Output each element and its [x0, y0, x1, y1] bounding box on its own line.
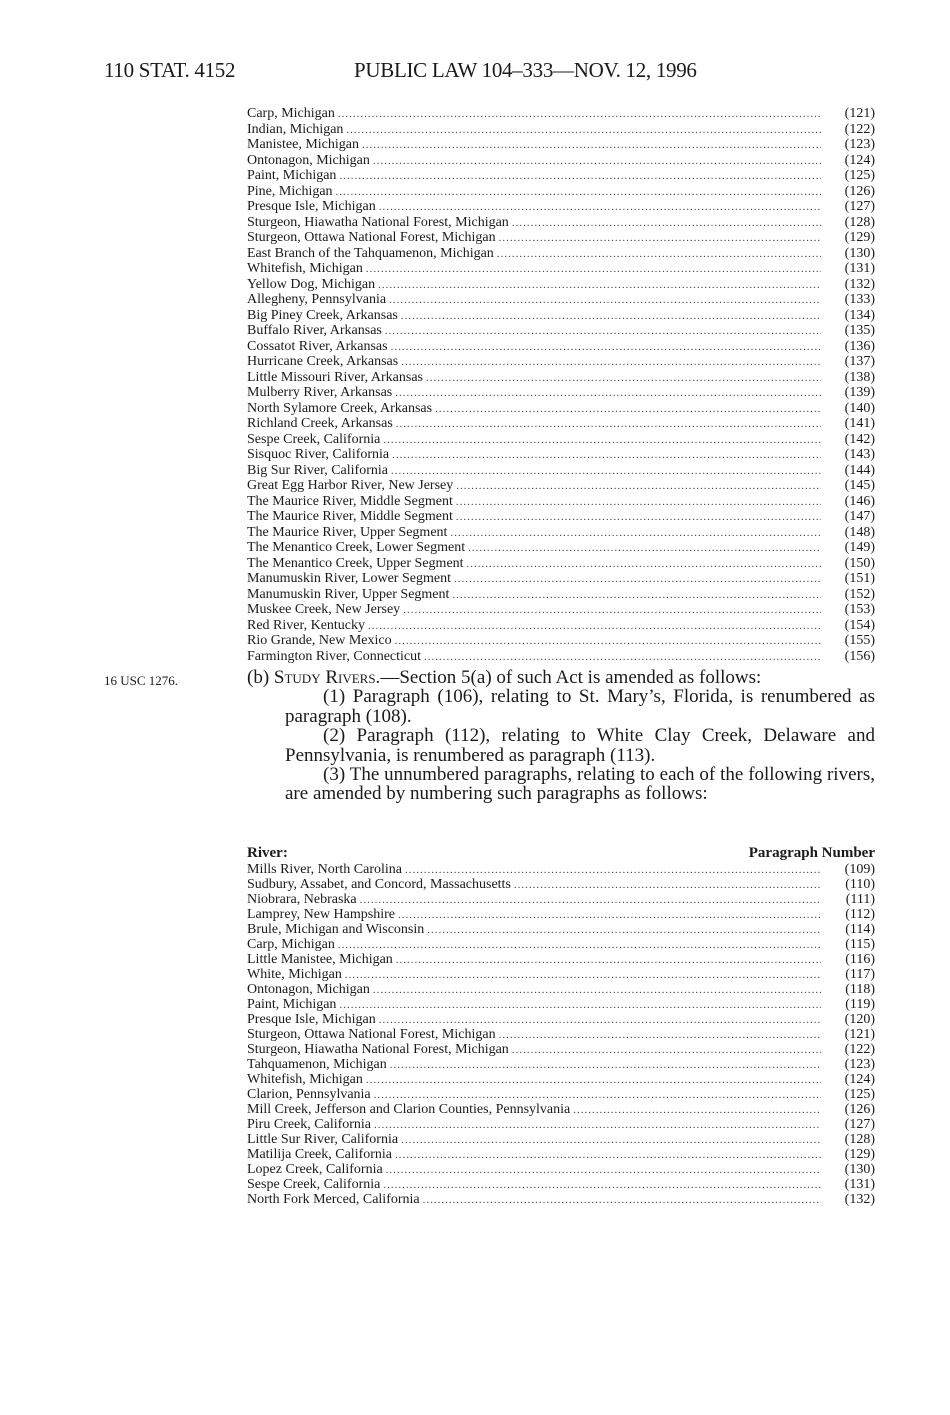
dot-leader — [426, 371, 821, 387]
dot-leader — [368, 619, 821, 635]
paragraph-number: (124) — [844, 1072, 875, 1087]
dot-leader — [362, 138, 821, 154]
dot-leader — [389, 293, 821, 309]
list-item — [247, 215, 875, 231]
dot-leader — [360, 893, 821, 908]
dot-leader — [391, 340, 821, 356]
paragraph-number: (134) — [844, 307, 875, 323]
paragraph-number: (132) — [844, 276, 875, 292]
river-name: Presque Isle, Michigan — [247, 199, 376, 214]
section-label: (b) — [247, 667, 274, 688]
dot-leader — [336, 185, 821, 201]
paragraph-number: (150) — [844, 555, 875, 571]
dot-leader — [396, 417, 821, 433]
river-name: Hurricane Creek, Arkansas — [247, 354, 399, 369]
river-name: Richland Creek, Arkansas — [247, 416, 393, 431]
river-name: Piru Creek, California — [247, 1117, 372, 1132]
list-item — [247, 416, 875, 432]
dot-leader — [467, 557, 821, 573]
dot-leader — [427, 923, 821, 938]
paragraph-number: (154) — [844, 617, 875, 633]
paragraph-number: (127) — [844, 199, 875, 214]
section-b — [247, 668, 875, 804]
list-item — [247, 168, 875, 184]
list-item — [247, 509, 875, 525]
paragraph-number: (146) — [844, 493, 875, 509]
list-item — [247, 862, 875, 877]
paragraph-number: (130) — [844, 1162, 875, 1177]
dot-leader — [392, 448, 821, 464]
dot-leader — [401, 355, 821, 371]
dot-leader — [390, 1058, 821, 1073]
river-name: Sturgeon, Hiawatha National Forest, Michigan — [247, 214, 509, 230]
paragraph-3: (3) The unnumbered paragraphs, relating to each of the following rivers, are amended by numbering such paragraphs as follows: — [285, 764, 875, 805]
list-item — [247, 323, 875, 339]
river-name: Carp, Michigan — [247, 106, 335, 121]
river-name: Mill Creek, Jefferson and Clarion Counties, Pennsylvania — [247, 1102, 571, 1117]
river-name: Manumuskin River, Upper Segment — [247, 586, 450, 602]
dot-leader — [386, 1163, 821, 1178]
paragraph-number: (139) — [844, 385, 875, 400]
dot-leader — [338, 107, 821, 123]
dot-leader — [573, 1103, 821, 1118]
river-name: Little Missouri River, Arkansas — [247, 369, 423, 385]
list-item — [247, 463, 875, 479]
river-name: Paint, Michigan — [247, 997, 337, 1012]
list-item — [247, 997, 875, 1012]
paragraph-number: (118) — [845, 982, 875, 997]
paragraph-number: (114) — [845, 922, 875, 937]
paragraph-2: (2) Paragraph (112), relating to White Clay Creek, Delaware and Pennsylvania, is renumbered as paragraph (113). — [285, 725, 875, 766]
river-name: Rio Grande, New Mexico — [247, 633, 392, 648]
list-item — [247, 922, 875, 937]
list-item — [247, 877, 875, 892]
dot-leader — [454, 572, 821, 588]
list-item — [247, 261, 875, 277]
margin-citation: 16 USC 1276. — [104, 673, 179, 688]
paragraph-number: (133) — [844, 292, 875, 307]
paragraph-number: (141) — [844, 416, 875, 431]
list-item — [247, 967, 875, 982]
dot-leader — [456, 479, 821, 495]
dot-leader — [373, 983, 821, 998]
paragraph-number: (142) — [844, 431, 875, 447]
paragraph-number: (122) — [844, 1042, 875, 1057]
running-title: PUBLIC LAW 104–333—NOV. 12, 1996 — [354, 58, 697, 82]
river-name: Brule, Michigan and Wisconsin — [247, 922, 425, 937]
river-name: Allegheny, Pennsylvania — [247, 292, 387, 307]
paragraph-number: (123) — [844, 1057, 875, 1072]
dot-leader — [468, 541, 821, 557]
dot-leader — [514, 878, 821, 893]
list-item — [247, 339, 875, 355]
paragraph-number: (131) — [844, 261, 875, 276]
dot-leader — [395, 634, 821, 650]
list-item — [247, 401, 875, 417]
river-name: Great Egg Harbor River, New Jersey — [247, 478, 454, 493]
list-item — [247, 1057, 875, 1072]
paragraph-number: (111) — [845, 892, 875, 907]
dot-leader — [346, 123, 821, 139]
river-name: North Sylamore Creek, Arkansas — [247, 400, 433, 416]
list-item — [247, 370, 875, 386]
paragraph-number: (136) — [844, 338, 875, 354]
river-name: North Fork Merced, California — [247, 1192, 420, 1207]
paragraph-number: (122) — [844, 121, 875, 137]
paragraph-number: (125) — [844, 1087, 875, 1102]
list-item — [247, 354, 875, 370]
stat-page-number: 110 STAT. 4152 — [104, 58, 236, 82]
paragraph-number: (140) — [844, 400, 875, 416]
river-name: Red River, Kentucky — [247, 617, 366, 633]
river-name: Tahquamenon, Michigan — [247, 1057, 387, 1072]
paragraph-number: (115) — [845, 937, 875, 952]
river-column-header: River: — [247, 845, 288, 861]
list-item — [247, 1042, 875, 1057]
paragraph-number: (126) — [844, 183, 875, 199]
list-item — [247, 952, 875, 967]
paragraph-number: (112) — [845, 907, 875, 922]
list-item — [247, 907, 875, 922]
dot-leader — [338, 938, 821, 953]
designated-rivers-list — [247, 106, 875, 664]
list-item — [247, 199, 875, 215]
paragraph-number: (153) — [844, 602, 875, 617]
list-item — [247, 106, 875, 122]
list-item — [247, 1162, 875, 1177]
river-name: Ontonagon, Michigan — [247, 982, 370, 997]
list-item — [247, 587, 875, 603]
paragraph-number: (129) — [844, 230, 875, 245]
dot-leader — [396, 953, 821, 968]
paragraph-number: (135) — [844, 323, 875, 338]
list-item — [247, 432, 875, 448]
river-name: Sespe Creek, California — [247, 1177, 381, 1192]
dot-leader — [401, 309, 821, 325]
list-item — [247, 153, 875, 169]
list-item — [247, 184, 875, 200]
paragraph-1: (1) Paragraph (106), relating to St. Mary’s, Florida, is renumbered as paragraph (108). — [285, 686, 875, 727]
dot-leader — [339, 998, 821, 1013]
paragraph-number: (148) — [844, 524, 875, 540]
list-item — [247, 447, 875, 463]
list-item — [247, 892, 875, 907]
paragraph-number: (109) — [844, 862, 875, 877]
list-item — [247, 602, 875, 618]
paragraph-number: (121) — [844, 106, 875, 121]
river-name: Sespe Creek, California — [247, 431, 381, 447]
list-item — [247, 1117, 875, 1132]
paragraph-number: (129) — [844, 1147, 875, 1162]
list-item — [247, 122, 875, 138]
river-name: Mulberry River, Arkansas — [247, 385, 393, 400]
paragraph-number: (132) — [844, 1192, 875, 1207]
river-name: Matilija Creek, California — [247, 1147, 393, 1162]
paragraph-number: (125) — [844, 168, 875, 183]
section-text: —Section 5(a) of such Act is amended as follows: — [380, 667, 762, 688]
river-name: The Menantico Creek, Upper Segment — [247, 555, 464, 571]
paragraph-number: (131) — [844, 1177, 875, 1192]
river-name: The Maurice River, Middle Segment — [247, 509, 453, 524]
river-name: Ontonagon, Michigan — [247, 152, 370, 168]
dot-leader — [401, 1133, 821, 1148]
list-item — [247, 1132, 875, 1147]
list-item — [247, 618, 875, 634]
paragraph-number: (128) — [844, 214, 875, 230]
paragraph-number-column-header: Paragraph Number — [748, 845, 875, 861]
dot-leader — [424, 650, 821, 666]
list-item — [247, 1192, 875, 1207]
dot-leader — [435, 402, 821, 418]
dot-leader — [456, 510, 821, 526]
list-item — [247, 308, 875, 324]
dot-leader — [512, 216, 821, 232]
river-name: Yellow Dog, Michigan — [247, 276, 376, 292]
list-item — [247, 478, 875, 494]
river-name: Farmington River, Connecticut — [247, 648, 422, 664]
dot-leader — [339, 169, 821, 185]
list-item — [247, 385, 875, 401]
river-name: Sudbury, Assabet, and Concord, Massachusetts — [247, 877, 511, 892]
section-b-intro — [247, 668, 875, 687]
list-item — [247, 230, 875, 246]
paragraph-number: (124) — [844, 152, 875, 168]
river-name: Niobrara, Nebraska — [247, 892, 357, 907]
paragraph-number: (126) — [844, 1102, 875, 1117]
list-item — [247, 1027, 875, 1042]
river-name: Clarion, Pennsylvania — [247, 1087, 371, 1102]
dot-leader — [450, 526, 821, 542]
river-name: Presque Isle, Michigan — [247, 1012, 376, 1027]
paragraph-number: (119) — [845, 997, 875, 1012]
dot-leader — [345, 968, 821, 983]
dot-leader — [403, 603, 821, 619]
dot-leader — [497, 247, 821, 263]
dot-leader — [512, 1043, 821, 1058]
river-name: Big Sur River, California — [247, 462, 388, 478]
paragraph-number: (123) — [844, 137, 875, 152]
river-name: Big Piney Creek, Arkansas — [247, 307, 398, 323]
dot-leader — [395, 1148, 821, 1163]
dot-leader — [391, 464, 821, 480]
river-name: Lopez Creek, California — [247, 1162, 383, 1177]
paragraph-number: (144) — [844, 462, 875, 478]
dot-leader — [383, 1178, 821, 1193]
river-name: Little Sur River, California — [247, 1132, 399, 1147]
dot-leader — [379, 1013, 821, 1028]
list-item — [247, 649, 875, 665]
dot-leader — [385, 324, 821, 340]
list-item — [247, 982, 875, 997]
river-name: Muskee Creek, New Jersey — [247, 602, 401, 617]
dot-leader — [366, 1073, 821, 1088]
paragraph-number: (152) — [844, 586, 875, 602]
river-name: Carp, Michigan — [247, 937, 335, 952]
dot-leader — [383, 433, 821, 449]
paragraph-number: (156) — [844, 648, 875, 664]
river-name: Sturgeon, Ottawa National Forest, Michigan — [247, 1027, 496, 1042]
dot-leader — [452, 588, 821, 604]
paragraph-number: (143) — [844, 447, 875, 462]
dot-leader — [395, 386, 821, 402]
river-name: Manumuskin River, Lower Segment — [247, 571, 451, 586]
river-name: Sisquoc River, California — [247, 447, 390, 462]
paragraph-number: (120) — [844, 1012, 875, 1027]
river-name: The Menantico Creek, Lower Segment — [247, 540, 466, 555]
dot-leader — [373, 154, 821, 170]
river-name: Mills River, North Carolina — [247, 862, 402, 877]
list-item — [247, 292, 875, 308]
dot-leader — [499, 231, 821, 247]
list-item — [247, 137, 875, 153]
dot-leader — [423, 1193, 821, 1208]
paragraph-number: (151) — [844, 571, 875, 586]
paragraph-number: (145) — [844, 478, 875, 493]
dot-leader — [405, 863, 821, 878]
list-item — [247, 1102, 875, 1117]
list-item — [247, 633, 875, 649]
list-item — [247, 540, 875, 556]
river-name: White, Michigan — [247, 967, 342, 982]
river-name: Little Manistee, Michigan — [247, 952, 393, 967]
river-name: East Branch of the Tahquamenon, Michigan — [247, 245, 494, 261]
paragraph-number: (149) — [844, 540, 875, 555]
dot-leader — [456, 495, 821, 511]
list-item — [247, 1147, 875, 1162]
river-name: Manistee, Michigan — [247, 137, 359, 152]
list-item — [247, 525, 875, 541]
paragraph-number: (127) — [844, 1117, 875, 1132]
paragraph-number: (110) — [845, 877, 875, 892]
section-heading: Study Rivers. — [273, 667, 381, 688]
paragraph-number: (121) — [844, 1027, 875, 1042]
dot-leader — [374, 1118, 821, 1133]
paragraph-number: (130) — [844, 245, 875, 261]
list-item — [247, 277, 875, 293]
list-item — [247, 1012, 875, 1027]
paragraph-number: (116) — [845, 952, 875, 967]
list-item — [247, 494, 875, 510]
list-item — [247, 571, 875, 587]
paragraph-number: (155) — [844, 633, 875, 648]
river-name: Lamprey, New Hampshire — [247, 907, 395, 922]
river-name: Sturgeon, Ottawa National Forest, Michigan — [247, 230, 496, 245]
table-header — [247, 845, 875, 862]
river-name: The Maurice River, Upper Segment — [247, 524, 448, 540]
paragraph-number: (138) — [844, 369, 875, 385]
list-item — [247, 937, 875, 952]
river-name: The Maurice River, Middle Segment — [247, 493, 453, 509]
study-rivers-list — [247, 862, 875, 1207]
list-item — [247, 1072, 875, 1087]
river-name: Pine, Michigan — [247, 183, 333, 199]
river-name: Whitefish, Michigan — [247, 1072, 363, 1087]
dot-leader — [398, 908, 821, 923]
list-item — [247, 246, 875, 262]
river-name: Cossatot River, Arkansas — [247, 338, 388, 354]
list-item — [247, 1177, 875, 1192]
list-item — [247, 1087, 875, 1102]
river-name: Buffalo River, Arkansas — [247, 323, 382, 338]
paragraph-number: (137) — [844, 354, 875, 369]
paragraph-number: (117) — [845, 967, 875, 982]
list-item — [247, 556, 875, 572]
river-name: Indian, Michigan — [247, 121, 344, 137]
paragraph-number: (128) — [844, 1132, 875, 1147]
river-name: Paint, Michigan — [247, 168, 337, 183]
river-name: Sturgeon, Hiawatha National Forest, Michigan — [247, 1042, 509, 1057]
dot-leader — [499, 1028, 821, 1043]
dot-leader — [379, 200, 821, 216]
paragraph-number: (147) — [844, 509, 875, 524]
dot-leader — [366, 262, 821, 278]
dot-leader — [378, 278, 821, 294]
dot-leader — [374, 1088, 821, 1103]
river-name: Whitefish, Michigan — [247, 261, 363, 276]
